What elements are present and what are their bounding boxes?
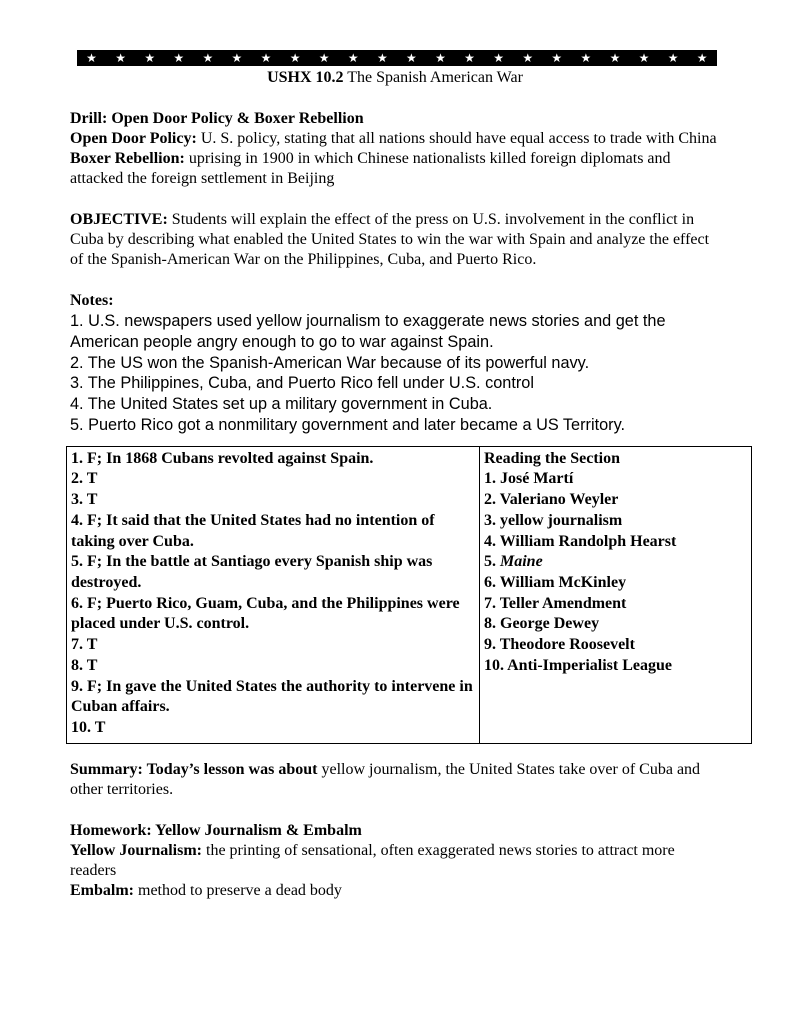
star-icon: ★ [347, 51, 359, 65]
star-icon: ★ [551, 51, 563, 65]
boxer-text: uprising in 1900 in which Chinese nationalists killed foreign diplomats and attacked the foreign settlement in Beijing [70, 150, 671, 187]
star-icon: ★ [231, 51, 243, 65]
star-icon: ★ [202, 51, 214, 65]
star-icon: ★ [435, 51, 446, 65]
embalm-definition [70, 881, 720, 901]
answer-item: 10. T [71, 718, 106, 736]
reading-item-number: 5. [484, 553, 500, 571]
notes-item: 2. The US won the Spanish-American War because of its powerful navy. [70, 353, 590, 372]
star-icon: ★ [406, 51, 417, 65]
drill-heading: Drill: Open Door Policy & Boxer Rebellion [70, 110, 364, 127]
reading-item: 6. William McKinley [484, 574, 627, 591]
notes-item: 1. U.S. newspapers used yellow journalism to exaggerate news stories and get the American people angry enough to go to war against Spain. [70, 312, 666, 351]
star-icon: ★ [260, 51, 272, 65]
reading-heading: Reading the Section [484, 449, 620, 467]
reading-item-maine: Maine [500, 553, 543, 571]
answer-item: 6. F; Puerto Rico, Guam, Cuba, and the Philippines were placed under U.S. control. [71, 594, 460, 633]
notes-item: 4. The United States set up a military government in Cuba. [70, 395, 493, 414]
reading-item: 2. Valeriano Weyler [484, 491, 619, 509]
summary-text: yellow journalism, the United States take over of Cuba and other territories. [70, 760, 701, 798]
star-icon: ★ [318, 51, 330, 65]
notes-section [70, 291, 720, 436]
reading-item: 4. William Randolph Hearst [484, 532, 677, 550]
reading-section-cell [480, 446, 752, 743]
answers-table [66, 446, 752, 744]
reading-item: 7. Teller Amendment [484, 594, 627, 612]
star-icon: ★ [609, 51, 621, 65]
reading-item: 9. Theodore Roosevelt [484, 636, 635, 654]
homework-section [70, 821, 720, 901]
reading-item [484, 552, 747, 573]
star-icon: ★ [667, 51, 679, 65]
star-icon: ★ [493, 51, 505, 65]
notes-item: 5. Puerto Rico got a nonmilitary government and later became a US Territory. [70, 415, 626, 434]
objective-label: OBJECTIVE: [70, 211, 168, 228]
course-code: USHX 10.2 [267, 69, 344, 86]
answer-item: 1. F; In 1868 Cubans revolted against Spain. [71, 449, 374, 467]
answer-item: 2. T [71, 470, 98, 488]
star-icon: ★ [696, 51, 708, 65]
reading-item: 1. José Martí [484, 470, 574, 488]
yellow-journalism-text: the printing of sensational, often exaggerated news stories to attract more readers [70, 841, 675, 879]
star-icon: ★ [144, 51, 156, 65]
star-icon: ★ [376, 51, 388, 65]
boxer-term: Boxer Rebellion: [70, 150, 185, 167]
reading-item: 3. yellow journalism [484, 511, 623, 529]
worksheet-page [70, 50, 720, 901]
open-door-term: Open Door Policy: [70, 130, 197, 147]
objective-section [70, 210, 720, 270]
embalm-text: method to preserve a dead body [134, 881, 342, 899]
yellow-journalism-term: Yellow Journalism: [70, 841, 202, 859]
homework-heading: Homework: Yellow Journalism & Embalm [70, 821, 362, 839]
reading-item: 8. George Dewey [484, 615, 600, 633]
answer-item: 9. F; In gave the United States the authority to intervene in Cuban affairs. [71, 677, 473, 716]
answer-item: 7. T [71, 636, 98, 654]
page-title [70, 68, 720, 88]
answer-key-cell [67, 446, 480, 743]
summary-section [70, 760, 720, 800]
boxer-definition [70, 149, 720, 189]
star-icon: ★ [638, 51, 650, 65]
drill-section [70, 109, 720, 189]
star-icon: ★ [173, 51, 185, 65]
summary-label: Summary: Today’s lesson was about [70, 760, 318, 778]
answer-item: 5. F; In the battle at Santiago every Spanish ship was destroyed. [71, 553, 433, 591]
notes-item: 3. The Philippines, Cuba, and Puerto Rico fell under U.S. control [70, 374, 534, 393]
open-door-text: U. S. policy, stating that all nations should have equal access to trade with China [196, 130, 717, 147]
lesson-title: The Spanish American War [343, 69, 523, 86]
star-icon: ★ [289, 51, 301, 65]
star-icon: ★ [115, 51, 126, 65]
open-door-definition [70, 129, 720, 149]
objective-text: Students will explain the effect of the press on U.S. involvement in the conflict in Cuba by describing what enabled the United States to win the war with Spain and analyze the effect of the Spanish-American War on the Philippines, Cuba, and Puerto Rico. [70, 211, 710, 268]
notes-heading: Notes: [70, 292, 114, 309]
star-icon: ★ [522, 51, 534, 65]
star-border [77, 50, 717, 66]
yellow-journalism-definition [70, 841, 720, 881]
answer-item: 4. F; It said that the United States had no intention of taking over Cuba. [71, 511, 435, 550]
star-icon: ★ [86, 51, 97, 65]
answer-item: 8. T [71, 656, 98, 674]
star-icon: ★ [580, 51, 592, 65]
embalm-term: Embalm: [70, 881, 134, 899]
answer-item: 3. T [71, 491, 98, 509]
star-icon: ★ [464, 51, 475, 65]
reading-item: 10. Anti-Imperialist League [484, 656, 672, 674]
